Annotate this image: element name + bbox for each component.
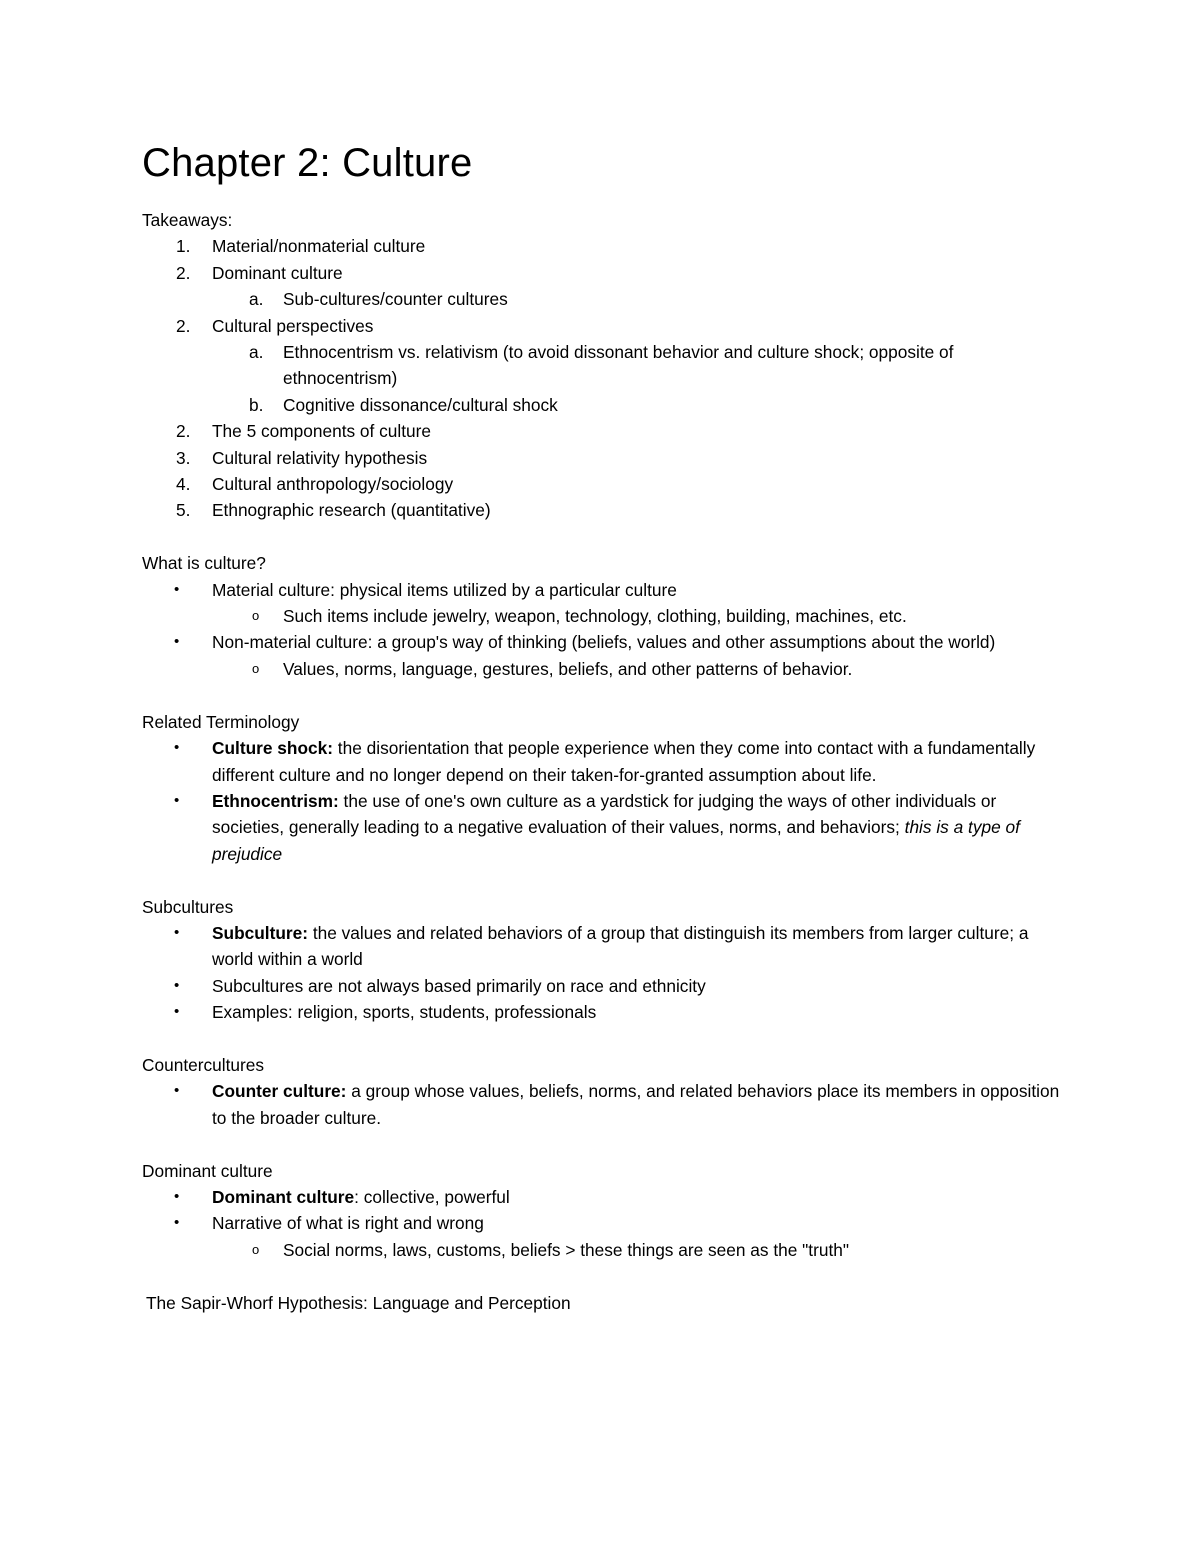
bullet-item	[142, 577, 1072, 603]
sub-bullet-item	[142, 1237, 1072, 1263]
term-label: Dominant culture	[212, 1186, 355, 1207]
bullet-text: Such items include jewelry, weapon, technology, clothing, building, machines, etc.	[283, 606, 907, 627]
bullet-item	[142, 1078, 1072, 1131]
list-item	[142, 497, 1072, 523]
list-item	[142, 445, 1072, 471]
bullet-icon: •	[174, 1187, 180, 1205]
term-label: Ethnocentrism:	[212, 790, 339, 811]
bullet-item	[142, 629, 1072, 655]
sub-bullet-item	[142, 656, 1072, 682]
spacer	[142, 1026, 1072, 1052]
section-heading-countercultures: Countercultures	[142, 1054, 264, 1075]
list-item	[142, 233, 1072, 259]
list-letter: a.	[249, 289, 264, 310]
list-number: 3.	[176, 447, 191, 468]
term-definition: the disorientation that people experience when they come into contact with a fundamentally different culture and no longer depend on their taken-for-granted assumption about life.	[212, 738, 1036, 785]
bullet-item	[142, 1184, 1072, 1210]
bullet-text: Subcultures are not always based primarily on race and ethnicity	[212, 975, 706, 996]
bullet-item	[142, 973, 1072, 999]
list-item-text: Ethnocentrism vs. relativism (to avoid dissonant behavior and culture shock; opposite of ethnocentrism)	[283, 342, 954, 389]
list-item-text: Ethnographic research (quantitative)	[212, 500, 491, 521]
circle-bullet-icon: o	[252, 608, 260, 624]
spacer	[142, 524, 1072, 550]
list-item	[142, 471, 1072, 497]
term-label: Counter culture:	[212, 1081, 347, 1102]
spacer	[142, 867, 1072, 893]
list-item-text: Material/nonmaterial culture	[212, 236, 426, 257]
list-item-text: Cultural anthropology/sociology	[212, 474, 454, 495]
list-item	[142, 313, 1072, 339]
bullet-icon: •	[174, 580, 180, 598]
bullet-icon: •	[174, 739, 180, 757]
list-item-text: Dominant culture	[212, 262, 343, 283]
circle-bullet-icon: o	[252, 1241, 260, 1257]
list-item	[142, 260, 1072, 286]
bullet-text: Values, norms, language, gestures, beliefs, and other patterns of behavior.	[283, 658, 853, 679]
list-item-text: Cultural perspectives	[212, 315, 374, 336]
circle-bullet-icon: o	[252, 660, 260, 676]
list-item-text: Cultural relativity hypothesis	[212, 447, 428, 468]
list-item-text: Cognitive dissonance/cultural shock	[283, 394, 558, 415]
bullet-icon: •	[174, 976, 180, 994]
list-item-text: The 5 components of culture	[212, 421, 432, 442]
list-number: 5.	[176, 500, 191, 521]
bullet-item	[142, 735, 1072, 788]
term-label: Subculture:	[212, 922, 309, 943]
term-emphasis: this is a type of prejudice	[212, 817, 1020, 864]
section-heading-takeaways: Takeaways:	[142, 210, 233, 230]
sub-list-item	[142, 339, 1072, 392]
section-heading-sapir-whorf: The Sapir-Whorf Hypothesis: Language and Perception	[146, 1292, 571, 1313]
bullet-icon: •	[174, 791, 180, 809]
term-label: Culture shock:	[212, 738, 333, 759]
section-heading-related-terminology: Related Terminology	[142, 711, 300, 732]
list-letter: b.	[249, 394, 264, 415]
section-heading-dominant-culture: Dominant culture	[142, 1160, 273, 1181]
bullet-text: Narrative of what is right and wrong	[212, 1213, 484, 1234]
bullet-icon: •	[174, 923, 180, 941]
list-item	[142, 418, 1072, 444]
list-number: 2.	[176, 315, 191, 336]
section-heading-subcultures: Subcultures	[142, 896, 234, 917]
list-letter: a.	[249, 342, 264, 363]
spacer	[142, 1263, 1072, 1289]
spacer	[142, 682, 1072, 708]
list-number: 4.	[176, 474, 191, 495]
list-item-text: Sub-cultures/counter cultures	[283, 289, 508, 310]
sub-list-item	[142, 392, 1072, 418]
list-number: 2.	[176, 421, 191, 442]
page-title: Chapter 2: Culture	[142, 141, 473, 185]
bullet-icon: •	[174, 1082, 180, 1100]
term-definition: the use of one's own culture as a yardstick for judging the ways of other individuals or societies, generally leading to a negative evaluation of their values, norms, and behaviors;	[212, 790, 997, 838]
bullet-item	[142, 999, 1072, 1025]
list-number: 1.	[176, 236, 191, 257]
spacer	[142, 1131, 1072, 1157]
bullet-text: Social norms, laws, customs, beliefs > these things are seen as the "truth"	[283, 1239, 850, 1260]
sub-list-item	[142, 286, 1072, 312]
bullet-item	[142, 788, 1072, 867]
term-definition: the values and related behaviors of a group that distinguish its members from larger culture; a world within a world	[212, 922, 1029, 970]
bullet-icon: •	[174, 1214, 180, 1232]
bullet-item	[142, 920, 1072, 973]
bullet-text: Material culture: physical items utilized by a particular culture	[212, 579, 677, 600]
list-number: 2.	[176, 262, 191, 283]
sub-bullet-item	[142, 603, 1072, 629]
bullet-text: Examples: religion, sports, students, professionals	[212, 1002, 597, 1023]
bullet-icon: •	[174, 1003, 180, 1021]
bullet-item	[142, 1210, 1072, 1236]
bullet-text: Non-material culture: a group's way of thinking (beliefs, values and other assumptions about the world)	[212, 632, 996, 653]
term-definition: : collective, powerful	[354, 1186, 510, 1207]
section-heading-what-is-culture: What is culture?	[142, 553, 266, 574]
bullet-icon: •	[174, 633, 180, 651]
term-definition: a group whose values, beliefs, norms, and related behaviors place its members in opposition to the broader culture.	[212, 1081, 1060, 1128]
document-body	[142, 207, 1072, 1316]
